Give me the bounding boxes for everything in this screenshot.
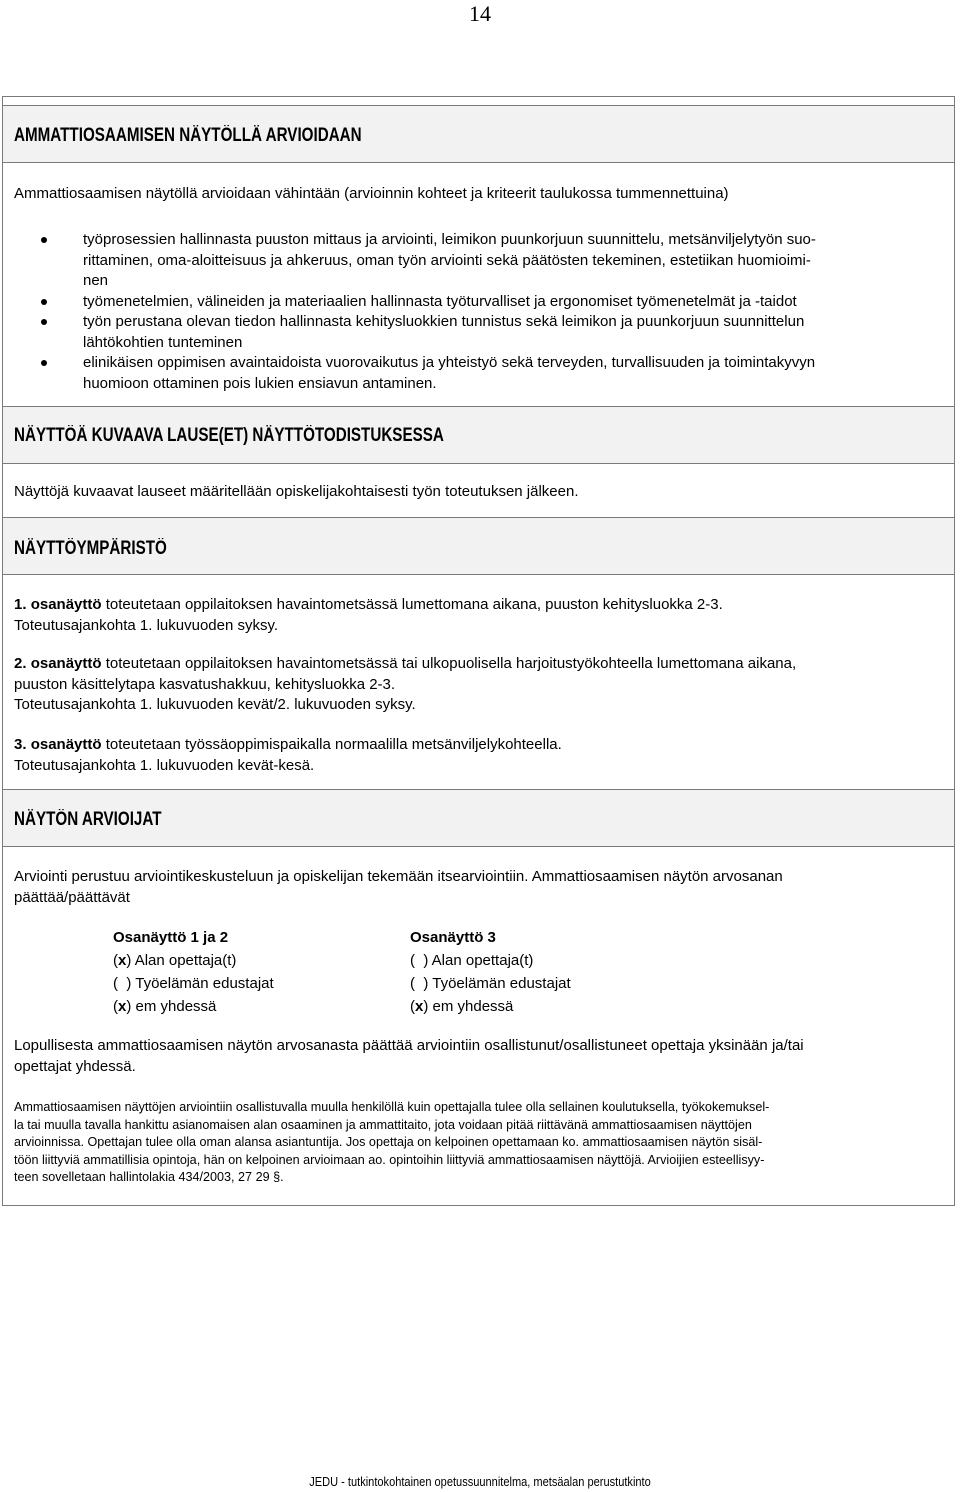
list-item: työmenetelmien, välineiden ja materiaalien hallinnasta työturvalliset ja ergonomiset työmenetelmät ja -taidot (41, 292, 946, 313)
checkbox-mark: x (118, 952, 127, 969)
list-item: työn perustana olevan tiedon hallinnasta kehitysluokkien tunnistus sekä leimikon ja puunkorjuun suunnittelun lähtökohtien tunteminen (41, 312, 946, 353)
column-header: Osanäyttö 1 ja 2 (113, 929, 229, 946)
lause-text: Näyttöjä kuvaavat lauseet määritellään opiskelijakohtaisesti työn toteutuksen jälkeen. (14, 483, 579, 500)
evaluator-column-2: Osanäyttö 3 ( ) Alan opettaja(t) ( ) Työelämän edustajat (x) em yhdessä (410, 929, 571, 1015)
arvioijat-intro: Arviointi perustuu arviointikeskusteluun ja opiskelijan tekemään itsearviointiin. Ammattiosaamisen näytön arvosanan päättää/päättävät (14, 868, 783, 906)
section-title-arvioijat: NÄYTÖN ARVIOIJAT (14, 809, 162, 830)
checkbox-mark: x (415, 998, 424, 1015)
arvioidaan-bullet-list (41, 230, 946, 394)
page-footer: JEDU - tutkintokohtainen opetussuunnitelma, metsäalan perustutkinto (309, 1474, 651, 1489)
page-number: 14 (469, 1, 491, 26)
document-frame (2, 96, 955, 1206)
arvioijat-final: Lopullisesta ammattiosaamisen näytön arvosanasta päättää arviointiin osallistunut/osallistuneet opettaja yksinään ja/tai opettajat yhdessä. (14, 1037, 804, 1075)
ymparisto-item-1: 1. osanäyttö toteutetaan oppilaitoksen havaintometsässä lumettomana aikana, puuston kehitysluokka 2-3. Toteutusajankohta 1. lukuvuoden syksy. (14, 596, 723, 634)
arvioidaan-intro: Ammattiosaamisen näytöllä arvioidaan vähintään (arvioinnin kohteet ja kriteerit taulukossa tummennettuina) (14, 185, 729, 202)
ymparisto-item-2: 2. osanäyttö toteutetaan oppilaitoksen havaintometsässä tai ulkopuolisella harjoitustyökohteella lumettomana aikana, puuston käsittelytapa kasvatushakkuu, kehitysluokka 2-3. Toteutusajankohta 1. lukuvuoden kevät/2. lukuvuoden syksy. (14, 655, 797, 713)
bullet-icon (41, 319, 47, 325)
arvioijat-legal-note: Ammattiosaamisen näyttöjen arviointiin osallistuvalla muulla henkilöllä kuin opettajalla tulee olla sellainen koulutuksella, työkokemuksel- la tai muulla tavalla hankittu asianomaisen alan osaaminen ja ammattitaito, jota voidaan pitää riittävänä ammattiosaamisen näyttöjen arvioinnissa. Opettajan tulee olla oman alansa asiantuntija. Jos opettaja on kelpoinen opettamaan ko. ammattiosaamisen näytön sisäl- töön liittyviä ammatillisia opintoja, hän on kelpoinen arvioimaan ao. opintoihin liittyviä ammattiosaamisen näyttöjä. Arvioijien esteellisyy- teen sovelletaan hallintolakia 434/2003, 27 29 §. (14, 1100, 770, 1184)
bullet-icon (41, 299, 47, 305)
column-header: Osanäyttö 3 (410, 929, 496, 946)
list-item: työprosessien hallinnasta puuston mittaus ja arviointi, leimikon puunkorjuun suunnittelu, metsänviljelytyön suo- rittaminen, oma-aloitteisuus ja ahkeruus, oman työn arviointi sekä päätösten tekeminen, estetiikan huomioimi- nen (41, 230, 946, 292)
section-title-ymparisto: NÄYTTÖYMPÄRISTÖ (14, 538, 167, 559)
ymparisto-item-3: 3. osanäyttö toteutetaan työssäoppimispaikalla normaalilla metsänviljelykohteella. Toteutusajankohta 1. lukuvuoden kevät-kesä. (14, 736, 562, 774)
list-item: elinikäisen oppimisen avaintaidoista vuorovaikutus ja yhteistyö sekä terveyden, turvallisuuden ja toimintakyvyn huomioon ottaminen pois lukien ensiavun antaminen. (41, 353, 946, 394)
section-title-arvioidaan: AMMATTIOSAAMISEN NÄYTÖLLÄ ARVIOIDAAN (14, 125, 362, 146)
section-title-lause: NÄYTTÖÄ KUVAAVA LAUSE(ET) NÄYTTÖTODISTUKSESSA (14, 425, 444, 446)
evaluator-column-1: Osanäyttö 1 ja 2 (x) Alan opettaja(t) ( ) Työelämän edustajat (x) em yhdessä (113, 929, 274, 1015)
bullet-icon (41, 237, 47, 243)
checkbox-mark: x (118, 998, 127, 1015)
bullet-icon (41, 360, 47, 366)
